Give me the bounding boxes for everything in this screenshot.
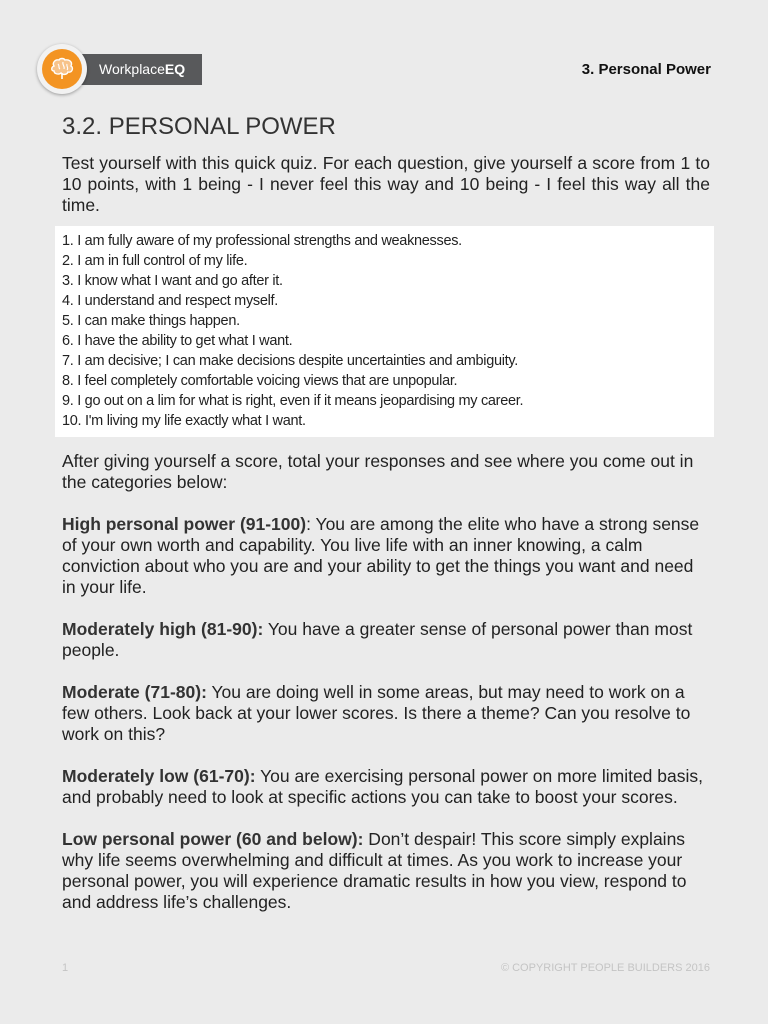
quiz-item: 2. I am in full control of my life. — [62, 253, 248, 269]
page-header — [0, 0, 768, 100]
logo-text-regular: Workplace — [99, 61, 165, 77]
quiz-item: 7. I am decisive; I can make decisions despite uncertainties and ambiguity. — [62, 353, 518, 369]
workplace-eq-logo — [37, 44, 207, 92]
category-moderately-low — [62, 766, 710, 808]
logo-text-bold: EQ — [164, 61, 186, 77]
quiz-item: 5. I can make things happen. — [62, 313, 240, 329]
scoring-instructions: After giving yourself a score, total your responses and see where you come out in the categories below: — [62, 451, 694, 492]
category-high — [62, 514, 710, 598]
quiz-item: 9. I go out on a lim for what is right, even if it means jeopardising my career. — [62, 393, 524, 409]
category-label: Moderately low (61-70): — [62, 766, 256, 786]
category-label: High personal power (91-100) — [62, 514, 307, 534]
page-number: 1 — [62, 962, 69, 974]
category-text: You have a greater sense of personal power than most people. — [62, 619, 693, 660]
category-low — [62, 829, 710, 913]
quiz-item: 10. I'm living my life exactly what I want. — [62, 413, 306, 429]
category-text: You are exercising personal power on more limited basis, and probably need to look at specific actions you can take to boost your scores. — [62, 766, 703, 807]
category-text: : You are among the elite who have a strong sense of your own worth and capability. You live life with an inner knowing, a calm conviction about who you are and your ability to get the things you want and need in your life. — [62, 514, 700, 597]
logo-badge-inner — [42, 49, 82, 89]
quiz-item: 8. I feel completely comfortable voicing views that are unpopular. — [62, 373, 458, 389]
page-title: 3.2. PERSONAL POWER — [62, 113, 336, 140]
category-moderate — [62, 682, 710, 745]
quiz-item: 6. I have the ability to get what I want. — [62, 333, 293, 349]
category-label: Moderately high (81-90): — [62, 619, 264, 639]
category-text: Don’t despair! This score simply explains why life seems overwhelming and difficult at times. As you work to increase your personal power, you will experience dramatic results in how you view, respond to and address life’s challenges. — [62, 829, 687, 912]
intro-paragraph: Test yourself with this quick quiz. For each question, give yourself a score from 1 to 10 points, with 1 being - I never feel this way and 10 being - I feel this way all the time. — [62, 153, 710, 215]
category-text: You are doing well in some areas, but may need to work on a few others. Look back at your lower scores. Is there a theme? Can you resolve to work on this? — [62, 682, 691, 744]
quiz-item: 3. I know what I want and go after it. — [62, 273, 283, 289]
quiz-item: 4. I understand and respect myself. — [62, 293, 278, 309]
main-content — [62, 113, 710, 934]
copyright-notice: © COPYRIGHT PEOPLE BUILDERS 2016 — [500, 962, 710, 974]
category-moderately-high — [62, 619, 710, 661]
brain-icon — [49, 57, 75, 81]
category-label: Low personal power (60 and below): — [62, 829, 364, 849]
logo-badge — [37, 44, 87, 94]
category-label: Moderate (71-80): — [62, 682, 207, 702]
section-label: 3. Personal Power — [581, 61, 711, 78]
quiz-item: 1. I am fully aware of my professional strengths and weaknesses. — [62, 233, 462, 249]
quiz-list — [55, 226, 714, 437]
